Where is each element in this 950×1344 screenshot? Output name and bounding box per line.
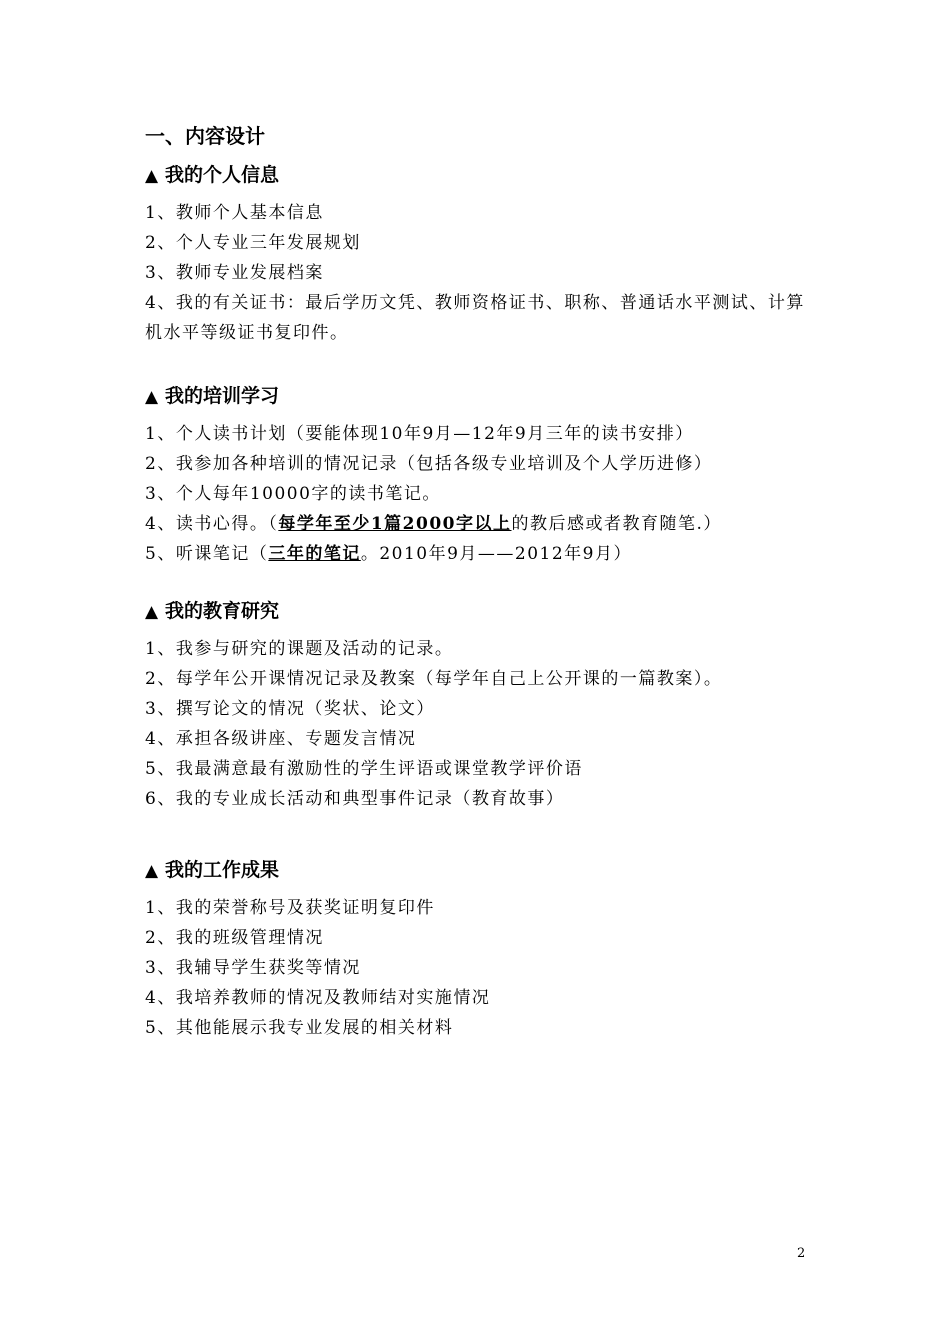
list-item: 4、我培养教师的情况及教师结对实施情况 — [145, 988, 491, 1008]
section-heading — [145, 598, 825, 624]
triangle-bullet-icon: ▲ — [145, 602, 159, 622]
list-item-suffix: 的教后感或者教育随笔.） — [511, 514, 722, 534]
list-item: 4、我的有关证书：最后学历文凭、教师资格证书、职称、普通话水平测试、计算机水平等级证书复印件。 — [145, 293, 805, 343]
triangle-bullet-icon: ▲ — [145, 861, 159, 881]
list-item: 3、教师专业发展档案 — [145, 263, 324, 283]
triangle-bullet-icon: ▲ — [145, 387, 159, 407]
list-item: 4、承担各级讲座、专题发言情况 — [145, 729, 417, 749]
list-item: 3、我辅导学生获奖等情况 — [145, 958, 361, 978]
section-heading-text: 我的个人信息 — [165, 164, 280, 186]
list-item — [145, 539, 825, 569]
list-item: 6、我的专业成长活动和典型事件记录（教育故事） — [145, 789, 565, 809]
list-item: 2、我参加各种培训的情况记录（包括各级专业培训及个人学历进修） — [145, 454, 713, 474]
emphasized-text: 三年的笔记 — [268, 544, 361, 564]
section-heading-text: 我的教育研究 — [165, 600, 280, 622]
list-item: 1、个人读书计划（要能体现10年9月—12年9月三年的读书安排） — [145, 424, 694, 444]
triangle-bullet-icon: ▲ — [145, 166, 159, 186]
list-item: 1、我的荣誉称号及获奖证明复印件 — [145, 898, 435, 918]
list-item: 2、我的班级管理情况 — [145, 928, 324, 948]
section-heading — [145, 383, 825, 409]
list-item-prefix: 5、听课笔记（ — [145, 544, 269, 564]
page-title: 一、内容设计 — [145, 124, 265, 148]
page-number: 2 — [797, 1246, 806, 1261]
section-personal-info — [145, 162, 825, 348]
list-item: 2、每学年公开课情况记录及教案（每学年自己上公开课的一篇教案）。 — [145, 669, 723, 689]
list-item — [145, 509, 825, 539]
section-heading — [145, 857, 825, 883]
list-item: 3、个人每年10000字的读书笔记。 — [145, 484, 441, 504]
list-item: 5、我最满意最有激励性的学生评语或课堂教学评价语 — [145, 759, 583, 779]
section-heading-text: 我的培训学习 — [165, 385, 280, 407]
list-item-prefix: 4、读书心得。（ — [145, 514, 279, 534]
section-heading-text: 我的工作成果 — [165, 859, 280, 881]
section-training — [145, 383, 825, 569]
list-item: 1、我参与研究的课题及活动的记录。 — [145, 639, 454, 659]
list-item: 5、其他能展示我专业发展的相关材料 — [145, 1018, 454, 1038]
section-research — [145, 598, 825, 814]
list-item: 3、撰写论文的情况（奖状、论文） — [145, 699, 435, 719]
list-item: 2、个人专业三年发展规划 — [145, 233, 361, 253]
section-heading — [145, 162, 825, 188]
emphasized-text: 每学年至少1篇2000字以上 — [278, 514, 512, 534]
section-work-results — [145, 857, 825, 1043]
list-item-suffix: 。2010年9月——2012年9月） — [360, 544, 632, 564]
list-item: 1、教师个人基本信息 — [145, 203, 324, 223]
